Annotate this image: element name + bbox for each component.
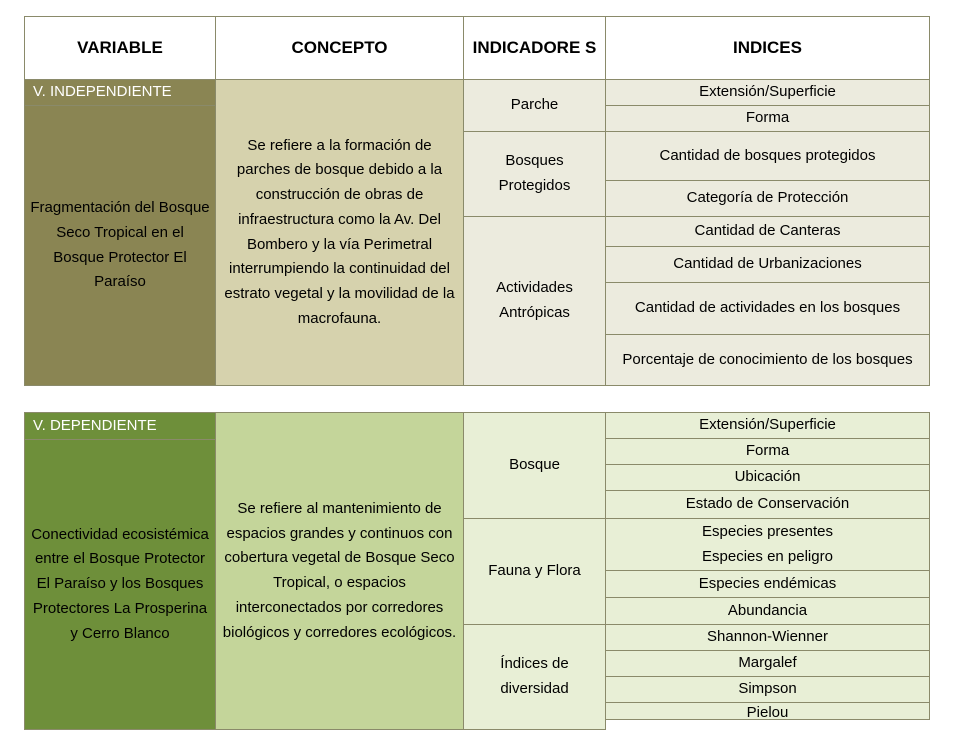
indice-cell: Forma: [606, 439, 930, 465]
indicador-indices-diversidad: Índices de diversidad: [464, 625, 606, 730]
concepto-dependiente: Se refiere al mantenimiento de espacios grandes y continuos con cobertura vegetal de Bosque Seco Tropical, o espacios interconectados por corredores biológicos y corredores ecológicos.: [216, 412, 464, 730]
indice-cell: Extensión/Superficie: [606, 412, 930, 439]
indice-cell: Cantidad de Urbanizaciones: [606, 247, 930, 283]
header-indicadores: INDICADORE S: [464, 16, 606, 80]
indice-cell: Simpson: [606, 677, 930, 703]
variable-type-label: V. INDEPENDIENTE: [24, 80, 216, 106]
indice-cell: Cantidad de actividades en los bosques: [606, 283, 930, 335]
indice-cell: Porcentaje de conocimiento de los bosques: [606, 335, 930, 386]
indicador-fauna-flora: Fauna y Flora: [464, 519, 606, 625]
indice-cell: Extensión/Superficie: [606, 80, 930, 106]
variable-dependiente: Conectividad ecosistémica entre el Bosque Protector El Paraíso y los Bosques Protectores La Prosperina y Cerro Blanco: [24, 440, 216, 730]
indice-cell: Estado de Conservación: [606, 491, 930, 519]
header-concepto: CONCEPTO: [216, 16, 464, 80]
indice-cell: Cantidad de Canteras: [606, 217, 930, 247]
indicador-bosque: Bosque: [464, 412, 606, 519]
indice-cell: Cantidad de bosques protegidos: [606, 132, 930, 181]
indicador-parche: Parche: [464, 80, 606, 132]
indice-text: Especies en peligro: [702, 547, 833, 565]
indice-cell: Shannon-Wienner: [606, 625, 930, 651]
header-indices: INDICES: [606, 16, 930, 80]
indice-cell: Margalef: [606, 651, 930, 677]
indice-cell: Especies endémicas: [606, 571, 930, 598]
indice-text: Especies presentes: [702, 522, 833, 540]
indice-cell: Abundancia: [606, 598, 930, 625]
indice-cell: Ubicación: [606, 465, 930, 491]
indice-cell: Forma: [606, 106, 930, 132]
indicador-bosques-protegidos: Bosques Protegidos: [464, 132, 606, 217]
concepto-independiente: Se refiere a la formación de parches de bosque debido a la construcción de obras de infraestructura como la Av. Del Bombero y la vía Perimetral interrumpiendo la continuidad del estrato vegetal y la movilidad de la macrofauna.: [216, 80, 464, 386]
indicador-actividades-antropicas: Actividades Antrópicas: [464, 217, 606, 386]
header-variable: VARIABLE: [24, 16, 216, 80]
variable-type-label: V. DEPENDIENTE: [24, 412, 216, 440]
indice-cell: Pielou: [606, 703, 930, 720]
indice-cell-pair: [606, 519, 930, 571]
variable-independiente: Fragmentación del Bosque Seco Tropical en el Bosque Protector El Paraíso: [24, 106, 216, 386]
indice-cell: Categoría de Protección: [606, 181, 930, 217]
